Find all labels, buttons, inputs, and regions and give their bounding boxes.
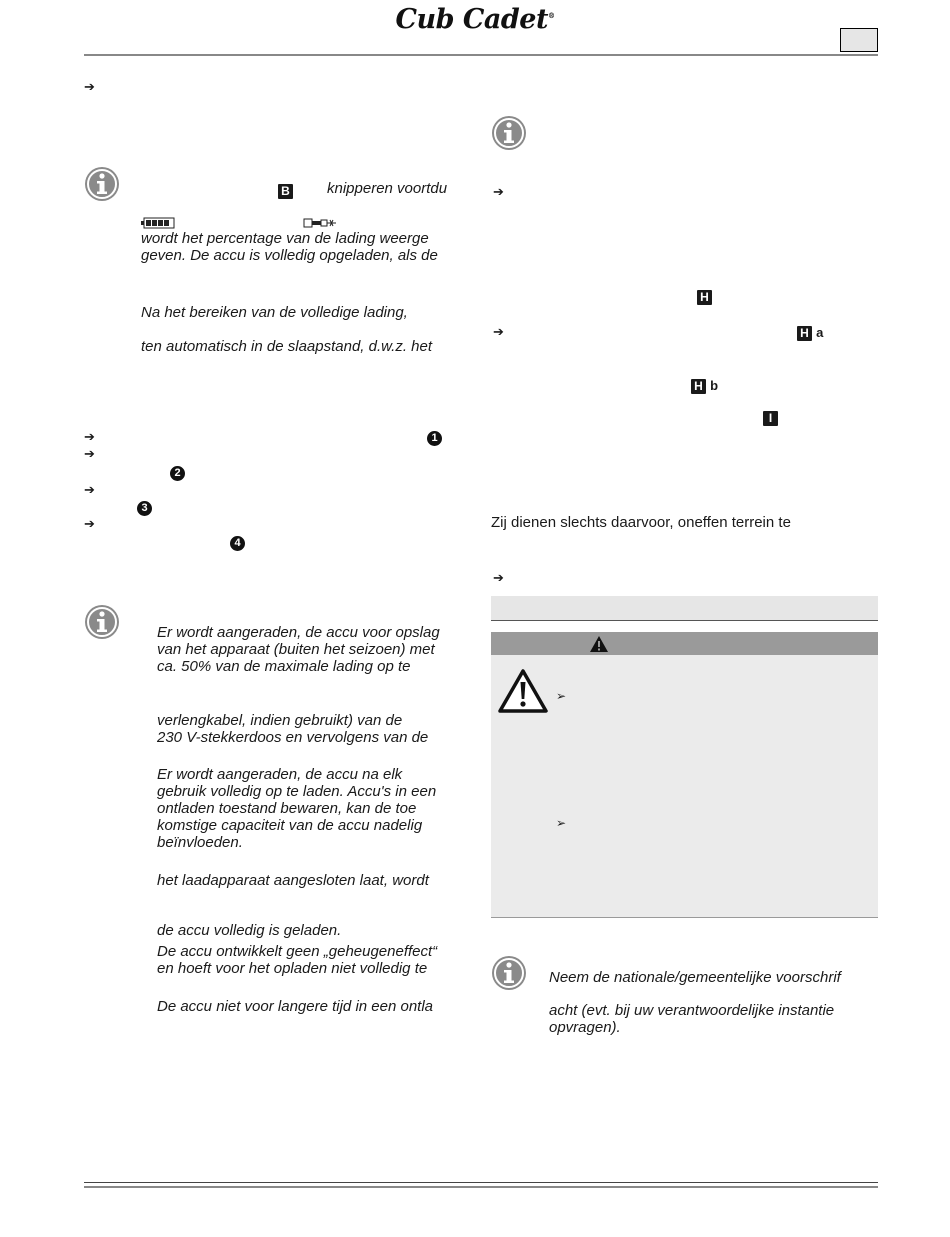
note-text: opvragen). <box>549 1019 621 1036</box>
arrow-icon: ➔ <box>84 446 95 461</box>
arrow-icon: ➔ <box>84 79 95 94</box>
arrow-icon: ➔ <box>493 324 504 339</box>
note-text: ten automatisch in de slaapstand, d.w.z. het <box>141 338 433 355</box>
note-text: geven. De accu is volledig opgeladen, als de <box>141 247 438 264</box>
note-text: Er wordt aangeraden, de accu na elk <box>157 766 403 783</box>
battery-icon <box>141 217 175 229</box>
language-tab <box>840 28 878 52</box>
footer-rule <box>84 1182 878 1183</box>
warning-panel <box>491 632 878 918</box>
info-icon <box>491 115 527 151</box>
info-icon <box>491 955 527 991</box>
figure-ref-b: B <box>278 182 293 199</box>
note-text: Neem de nationale/gemeentelijke voorschrif <box>549 969 841 986</box>
figure-ref-i: I <box>763 409 778 426</box>
note-text: knipperen voortdu <box>327 180 448 197</box>
note-text: ontladen toestand bewaren, kan de toe <box>157 800 417 817</box>
note-text: acht (evt. bij uw verantwoordelijke instantie <box>549 1002 835 1019</box>
arrow-icon: ➔ <box>84 429 95 444</box>
bullet-icon: ➢ <box>556 689 567 703</box>
body-text: Zij dienen slechts daarvoor, oneffen terrein te <box>491 514 791 531</box>
note-text: de accu volledig is geladen. <box>157 922 342 939</box>
warning-header <box>491 632 878 655</box>
section-heading-bar <box>491 596 878 621</box>
figure-ref-h-a: H a <box>797 324 823 341</box>
arrow-icon: ➔ <box>493 570 504 585</box>
note-text: Er wordt aangeraden, de accu voor opslag <box>157 624 440 641</box>
note-text: gebruik volledig op te laden. Accu's in een <box>157 783 437 800</box>
info-icon <box>84 166 120 202</box>
note-text: verlengkabel, indien gebruikt) van de <box>157 712 403 729</box>
note-text: wordt het percentage van de lading weerge <box>141 230 429 247</box>
step-number-3: 3 <box>137 498 152 516</box>
note-text: 230 V-stekkerdoos en vervolgens van de <box>157 729 429 746</box>
warning-triangle-icon <box>497 668 549 714</box>
step-number-4: 4 <box>230 533 245 551</box>
warning-small-icon <box>589 635 609 653</box>
arrow-icon: ➔ <box>84 516 95 531</box>
step-number-2: 2 <box>170 463 185 481</box>
note-text: van het apparaat (buiten het seizoen) met <box>157 641 435 658</box>
arrow-icon: ➔ <box>84 482 95 497</box>
step-number-1: 1 <box>427 428 442 446</box>
figure-ref-h: H <box>697 288 712 305</box>
note-text: ca. 50% van de maximale lading op te <box>157 658 411 675</box>
info-icon <box>84 604 120 640</box>
figure-ref-h-b: H b <box>691 377 718 394</box>
note-text: beïnvloeden. <box>157 834 243 851</box>
note-text: Na het bereiken van de volledige lading, <box>141 304 408 321</box>
note-text: De accu ontwikkelt geen „geheugeneffect“ <box>157 943 438 960</box>
brand-logo: Cub Cadet® <box>395 4 555 35</box>
arrow-icon: ➔ <box>493 184 504 199</box>
note-text: De accu niet voor langere tijd in een ontla <box>157 998 434 1015</box>
note-text: komstige capaciteit van de accu nadelig <box>157 817 423 834</box>
note-text: het laadapparaat aangesloten laat, wordt <box>157 872 429 889</box>
bullet-icon: ➢ <box>556 816 567 830</box>
header-rule <box>84 54 878 56</box>
footer-rule <box>84 1186 878 1188</box>
note-text: en hoeft voor het opladen niet volledig te <box>157 960 428 977</box>
plug-icon <box>303 217 337 229</box>
